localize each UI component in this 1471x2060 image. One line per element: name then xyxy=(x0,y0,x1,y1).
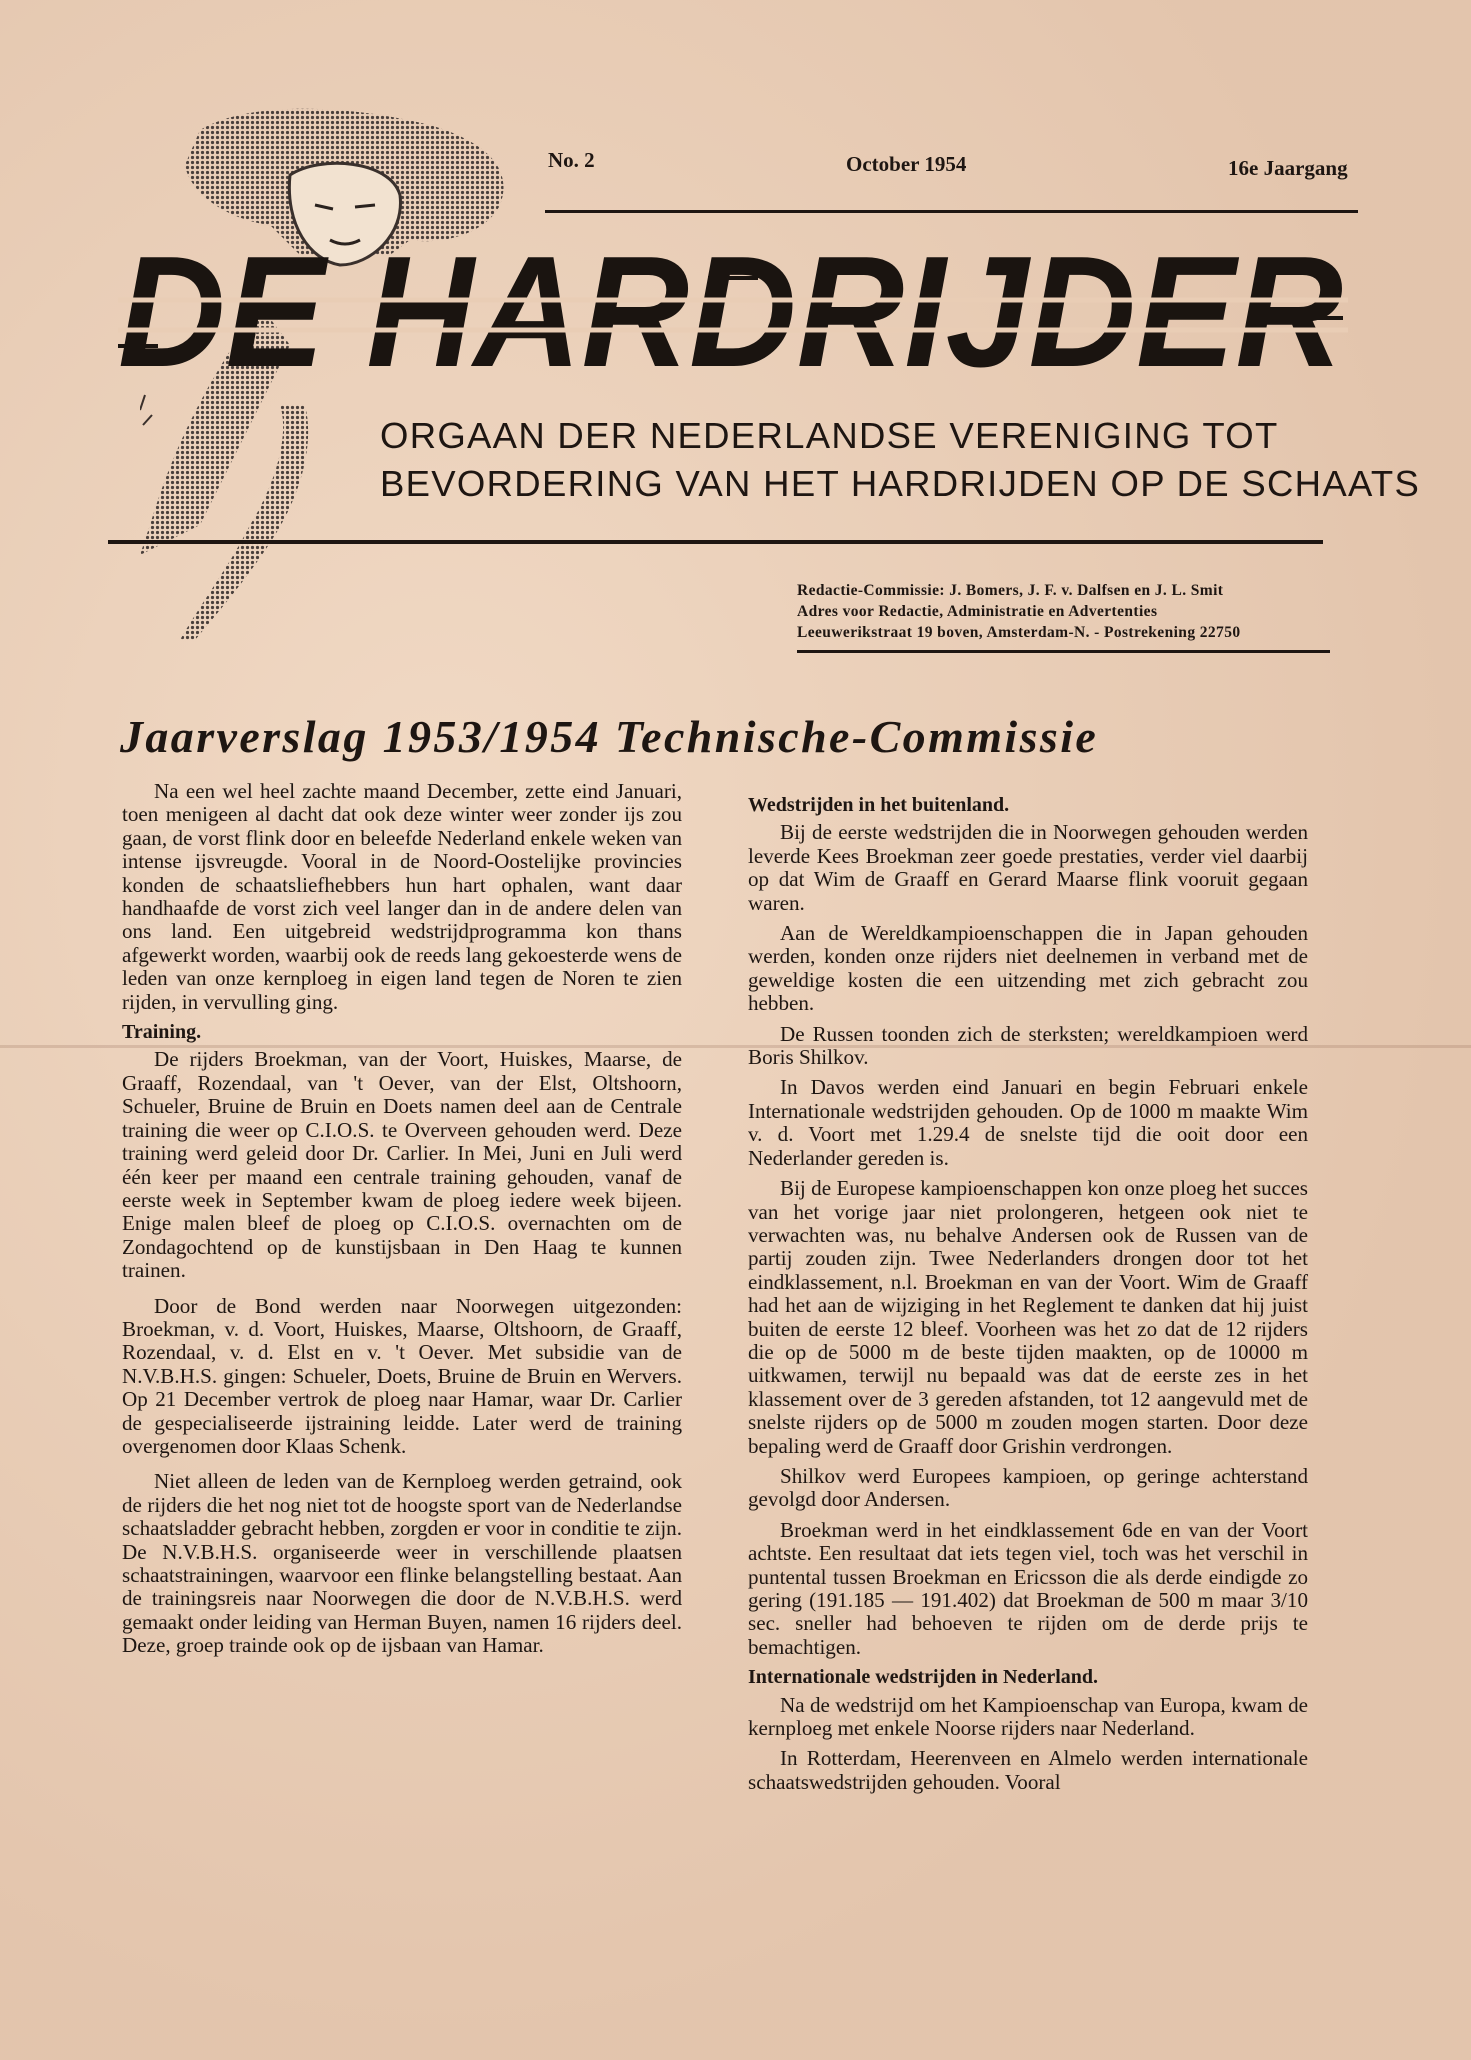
subtitle-line-1: ORGAAN DER NEDERLANDSE VERENIGING TOT xyxy=(380,415,1279,456)
issue-date: October 1954 xyxy=(846,152,967,176)
article-column-right xyxy=(748,790,1308,1801)
paragraph: De rijders Broekman, van der Voort, Huiskes, Maarse, de Graaff, Rozendaal, van 't Oever, van der Elst, Oltshoorn, Schueler, Bruine de Bruin en Doets namen deel aan de Centrale training die weer op C.I.O.S. te Overveen gehouden werd. Deze training werd geleid door Dr. Carlier. In Mei, Juni en Juli werd één keer per maand een centrale training gehouden, vanaf de eerste week in September kwam de ploeg iedere week bijeen. Enige malen bleef de ploeg op C.I.O.S. overnachten om de Zondagochtend op de kunstijsbaan in Den Haag te kunnen trainen. xyxy=(122,1047,682,1283)
paragraph: Shilkov werd Europees kampioen, op geringe achterstand gevolgd door Andersen. xyxy=(748,1463,1308,1512)
paragraph: Bij de Europese kampioenschappen kon onze ploeg het succes van het vorige jaar niet prolongeren, hetgeen ook niet te verwachten was, nu behalve Andersen ook de Russen van de partij zouden zijn. Twee Nederlanders drongen door tot het eindklassement, n.l. Broekman en van der Voort. Wim de Graaff had het aan de wijziging in het Reglement te danken dat hij juist buiten de eerste 12 bleef. Voorheen was het zo dat de 12 rijders die op de 5000 m de beste tijden maakten, op de 10000 m uitkwamen, terwijl nu bepaald was dat de eerste zes in het klassement over de 3 gereden afstanden, tot 12 aangevuld met de snelste rijders op de 5000 m zouden mogen starten. Door deze bepaling werd de Graaff door Grishin verdrongen. xyxy=(748,1176,1308,1458)
paragraph: Broekman werd in het eindklassement 6de en van der Voort achtste. Een resultaat dat iets tegen viel, toch was het verschil in puntental tussen Broekman en Ericsson die als derde eindigde zo gering (191.185 — 191.402) dat Broekman de 500 m maar 3/10 sec. sneller had behoeven te rijden om de derde prijs te bemachtigen. xyxy=(748,1517,1308,1659)
paragraph: De Russen toonden zich de sterksten; wereldkampioen werd Boris Shilkov. xyxy=(748,1021,1308,1070)
article-column-left xyxy=(122,780,682,1665)
masthead-rule-bottom xyxy=(108,540,1323,544)
paragraph: Niet alleen de leden van de Kernploeg werden getraind, ook de rijders die het nog niet tot de hoogste sport van de Nederlandse schaatsladder gebracht hebben, zorgden er voor in conditie te zijn. De N.V.B.H.S. organiseerde weer in verschillende plaatsen schaatstrainingen, waarvoor een flinke belangstelling bestaat. Aan de trainingsreis naar Noorwegen die door de N.V.B.H.S. werd gemaakt onder leiding van Herman Buyen, namen 16 rijders deel. Deze, groep trainde ook op de ijsbaan van Hamar. xyxy=(122,1469,682,1658)
masthead-logo xyxy=(118,238,1348,398)
paragraph: Na de wedstrijd om het Kampioenschap van Europa, kwam de kernploeg met enkele Noorse rijders naar Nederland. xyxy=(748,1692,1308,1741)
editorial-info xyxy=(797,580,1241,643)
issue-number: No. 2 xyxy=(548,148,595,172)
paragraph: In Rotterdam, Heerenveen en Almelo werden internationale schaatswedstrijden gehouden. Vooral xyxy=(748,1746,1308,1794)
paragraph: Na een wel heel zachte maand December, zette eind Januari, toen menigeen al dacht dat ook deze winter weer zonder ijs zou gaan, de vorst flink door en beleefde Nederland enkele weken van intense ijsvreugde. Vooral in de Noord-Oostelijke provincies konden de schaatsliefhebbers hun hart ophalen, want daar handhaafde de vorst zich veel langer dan in de andere delen van ons land. Een uitgebreid wedstrijdprogramma kon thans afgewerkt worden, waarbij ook de reeds lang gekoesterde wens de leden van onze kernploeg in eigen land tegen de Noren te zien rijden, in vervulling ging. xyxy=(122,779,682,1014)
editorial-address-label: Adres voor Redactie, Administratie en Advertenties xyxy=(797,603,1158,620)
subtitle-line-2: BEVORDERING VAN HET HARDRIJDEN OP DE SCHAATS xyxy=(380,463,1421,504)
masthead-rule-top xyxy=(545,210,1358,213)
masthead-title: DE HARDRIJDER xyxy=(118,238,1343,398)
editorial-address: Leeuwerikstraat 19 boven, Amsterdam-N. - Postrekening 22750 xyxy=(797,624,1241,641)
section-heading-training: Training. xyxy=(122,1021,202,1044)
section-heading-buitenland: Wedstrijden in het buitenland. xyxy=(748,794,1010,816)
section-heading-nederland: Internationale wedstrijden in Nederland. xyxy=(748,1666,1098,1689)
masthead-subtitle xyxy=(380,412,1420,508)
volume-label: 16e Jaargang xyxy=(1228,156,1348,180)
paragraph: Bij de eerste wedstrijden die in Noorwegen gehouden werden leverde Kees Broekman zeer goede prestaties, verder viel daarbij op dat Wim de Graaff en Gerard Maarse flink vooruit gegaan waren. xyxy=(748,820,1308,915)
article-headline: Jaarverslag 1953/1954 Technische-Commissie xyxy=(120,711,1099,762)
paragraph: Door de Bond werden naar Noorwegen uitgezonden: Broekman, v. d. Voort, Huiskes, Maarse, Oltshoorn, de Graaff, Rozendaal, v. d. Elst en v. 't Oever. Met subsidie van de N.V.B.H.S. gingen: Schueler, Doets, Bruine de Bruin en Wervers. Op 21 December vertrok de ploeg naar Hamar, waar Dr. Carlier de gespecialiseerde ijstraining leidde. Later werd de training overgenomen door Klaas Schenk. xyxy=(122,1293,682,1458)
paragraph: In Davos werden eind Januari en begin Februari enkele Internationale wedstrijden gehouden. Op de 1000 m maakte Wim v. d. Voort met 1.29.4 de snelste tijd die ooit door een Nederlander gereden is. xyxy=(748,1075,1308,1170)
paragraph: Aan de Wereldkampioenschappen die in Japan gehouden werden, konden onze rijders niet deelnemen in verband met de geweldige kosten die een uitzending met zich gebracht zou hebben. xyxy=(748,921,1308,1016)
editorial-rule xyxy=(797,650,1330,653)
editorial-committee: Redactie-Commissie: J. Bomers, J. F. v. Dalfsen en J. L. Smit xyxy=(797,582,1224,599)
